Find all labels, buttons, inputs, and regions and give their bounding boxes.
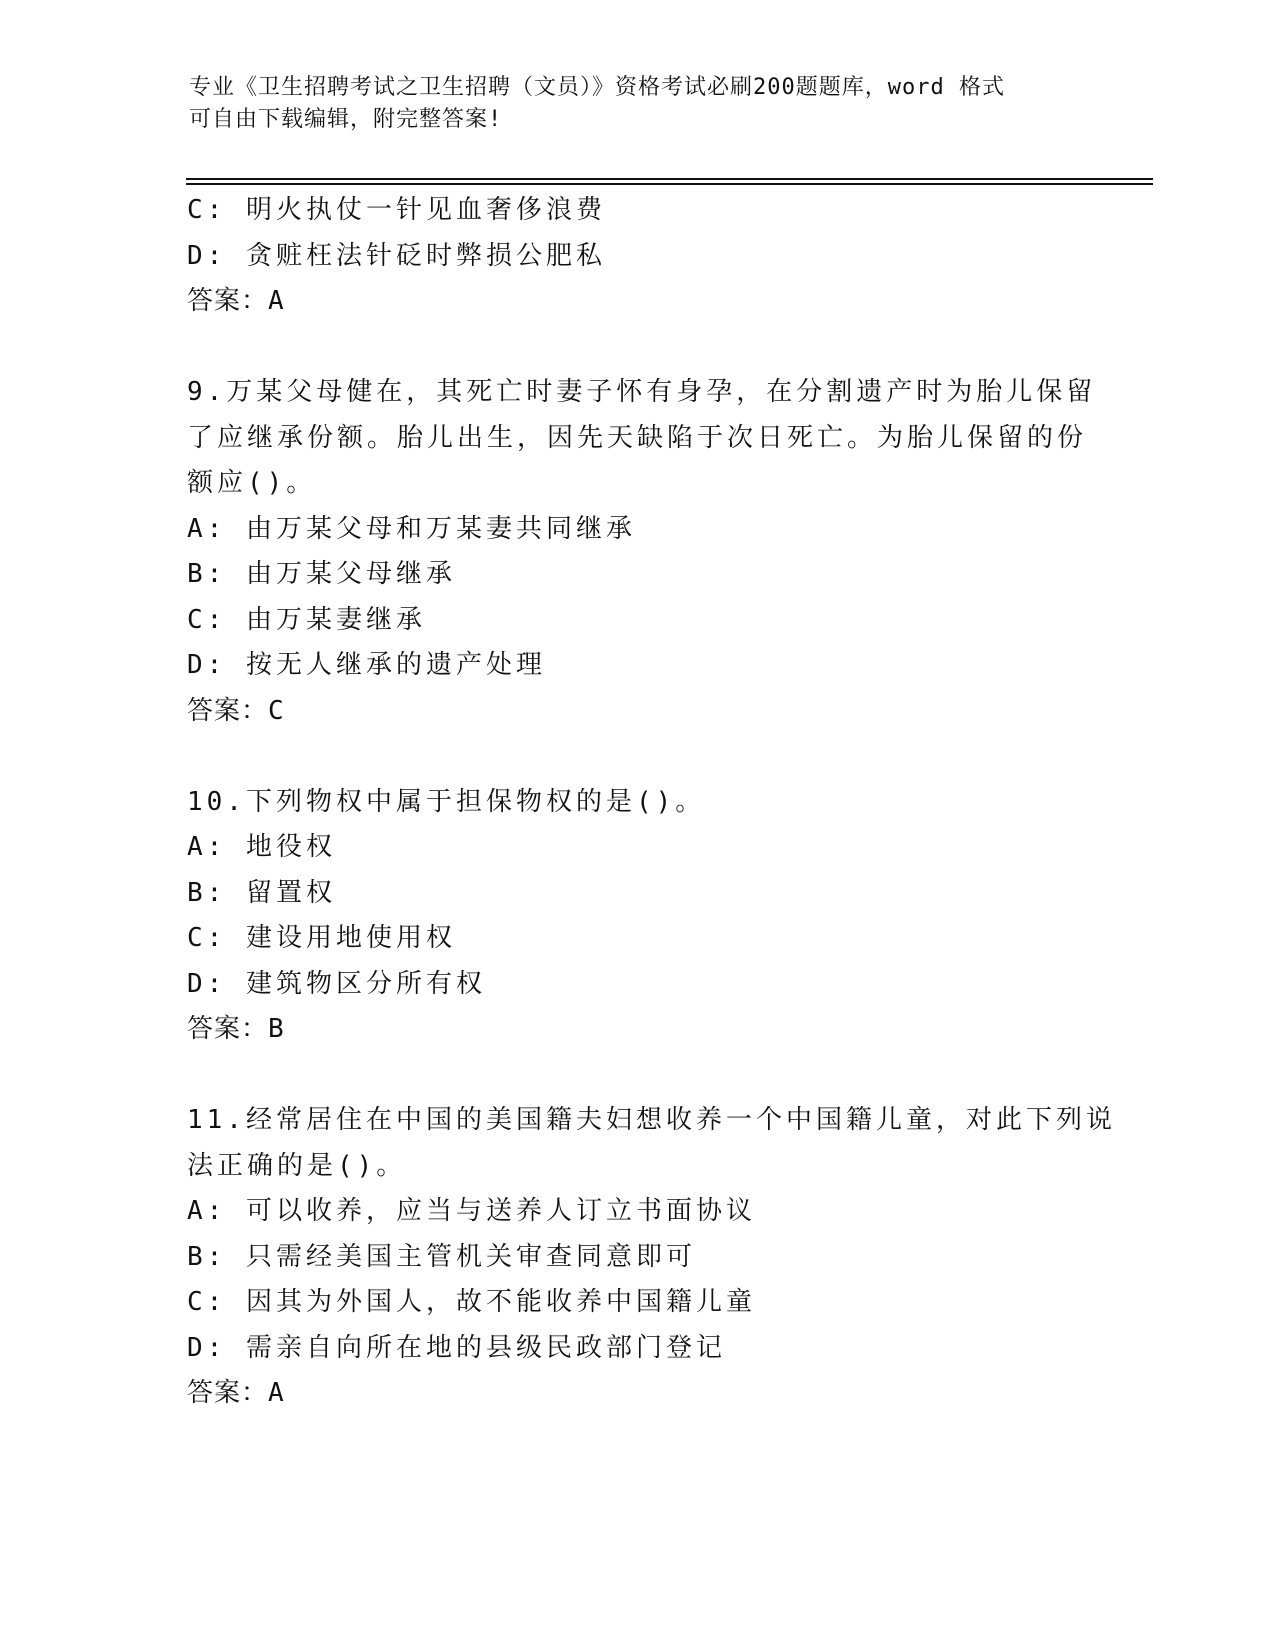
answer-line: 答案：C: [187, 695, 285, 726]
spacer: [187, 734, 1087, 780]
option-b: B: 只需经美国主管机关审查同意即可: [187, 1241, 696, 1272]
header-divider-top: [186, 178, 1153, 180]
header-line-1: 专业《卫生招聘考试之卫生招聘（文员）》资格考试必刷200题题库，word 格式: [189, 75, 1005, 100]
answer-line: 答案：A: [187, 1378, 285, 1408]
spacer: [187, 1053, 1087, 1099]
question-stem-line: 11.经常居住在中国的美国籍夫妇想收养一个中国籍儿童，对此下列说: [187, 1105, 1116, 1135]
option-c: C: 由万某妻继承: [187, 604, 426, 635]
option-d: D: 贪赃枉法针砭时弊损公肥私: [187, 240, 606, 271]
header-line-2: 可自由下载编辑，附完整答案!: [189, 107, 503, 132]
option-a: A: 由万某父母和万某妻共同继承: [187, 513, 636, 544]
option-b: B: 留置权: [187, 877, 336, 908]
option-d: D: 按无人继承的遗产处理: [187, 650, 546, 680]
question-stem-line: 10.下列物权中属于担保物权的是()。: [187, 786, 706, 817]
answer-line: 答案：B: [187, 1014, 285, 1044]
answer-line: 答案：A: [187, 286, 285, 316]
previous-question-fragment: [187, 188, 1087, 325]
question-10: [187, 780, 1087, 1053]
option-c: C: 因其为外国人，故不能收养中国籍儿童: [187, 1287, 756, 1317]
question-9: [187, 370, 1097, 734]
option-a: A: 可以收养，应当与送养人订立书面协议: [187, 1196, 756, 1226]
option-c: C: 建设用地使用权: [187, 923, 456, 953]
question-stem-line: 9.万某父母健在，其死亡时妻子怀有身孕，在分割遗产时为胎儿保留: [187, 377, 1097, 407]
question-stem-line: 法正确的是()。: [187, 1150, 407, 1181]
document-header: [189, 72, 1089, 136]
option-a: A: 地役权: [187, 832, 336, 862]
option-d: D: 建筑物区分所有权: [187, 968, 486, 999]
option-d: D: 需亲自向所在地的县级民政部门登记: [187, 1332, 726, 1363]
option-c: C: 明火执仗一针见血奢侈浪费: [187, 195, 606, 225]
spacer: [187, 325, 1087, 371]
question-stem-line: 了应继承份额。胎儿出生，因先天缺陷于次日死亡。为胎儿保留的份: [187, 422, 1088, 453]
option-b: B: 由万某父母继承: [187, 559, 456, 589]
question-11: [187, 1098, 1116, 1417]
question-stem-line: 额应()。: [187, 468, 317, 498]
question-list: [187, 188, 1116, 1417]
header-divider-bottom: [186, 183, 1153, 185]
